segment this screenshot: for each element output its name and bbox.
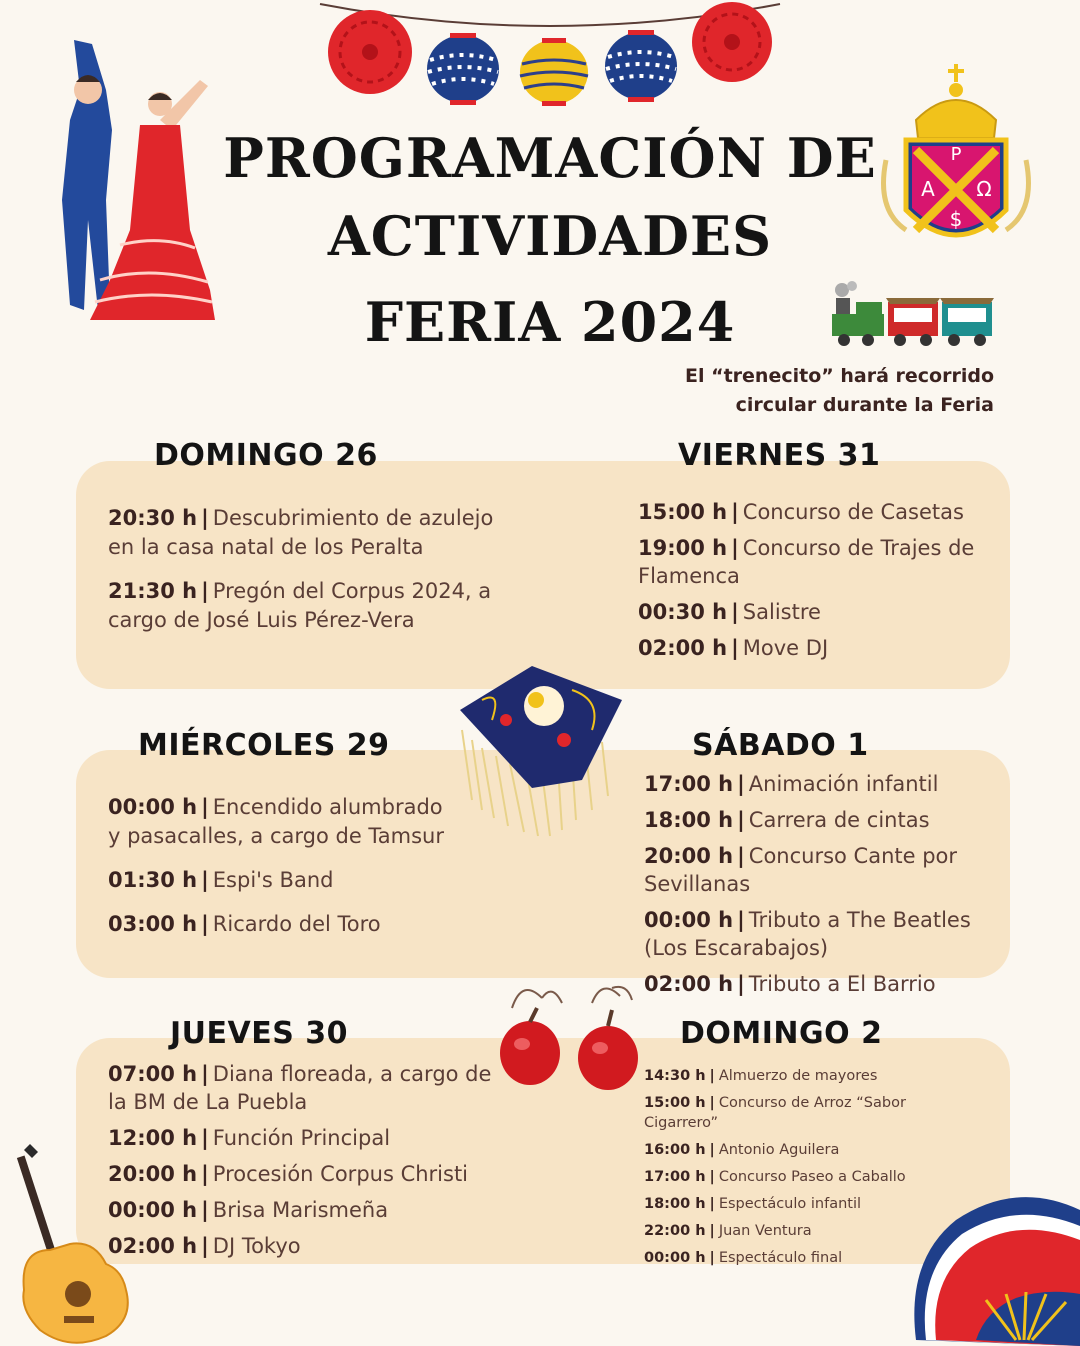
event-list-domingo-2 [644, 1066, 984, 1275]
list-item: 21:30 h | Pregón del Corpus 2024, a cargo de José Luis Pérez-Vera [108, 579, 492, 632]
list-item: 22:00 h | Juan Ventura [644, 1223, 812, 1239]
event-time: 00:00 h [108, 1198, 198, 1222]
event-description: Encendido alumbrado y pasacalles, a cargo de Tamsur [108, 795, 444, 848]
event-description: Move DJ [742, 636, 829, 660]
list-item: 00:00 h | Tributo a The Beatles (Los Escarabajos) [644, 908, 971, 960]
crest-emblem-icon [876, 60, 1036, 265]
event-time: 02:00 h [108, 1234, 198, 1258]
list-item: 17:00 h | Concurso Paseo a Caballo [644, 1169, 906, 1185]
event-description: Concurso Paseo a Caballo [718, 1169, 906, 1185]
blue-lantern-left-icon [427, 33, 499, 105]
event-time: 00:00 h [644, 908, 734, 932]
event-time: 15:00 h [644, 1095, 706, 1111]
train-note [685, 362, 994, 420]
paper-lantern-garland [300, 0, 800, 110]
event-list-domingo-26 [108, 504, 508, 650]
list-item: 02:00 h | DJ Tokyo [108, 1234, 301, 1258]
list-item: 20:00 h | Concurso Cante por Sevillanas [644, 844, 958, 896]
red-fan-left-icon [328, 10, 412, 94]
event-description: Procesión Corpus Christi [212, 1162, 469, 1186]
castanets-icon [492, 978, 642, 1094]
event-description: Salistre [742, 600, 821, 624]
event-description: Concurso de Casetas [742, 500, 964, 524]
event-time: 17:00 h [644, 772, 734, 796]
train-note-line-2: circular durante la Feria [735, 394, 994, 416]
event-time: 20:00 h [644, 844, 734, 868]
page-title-line-3: FERIA 2024 [364, 290, 736, 354]
event-time: 00:30 h [638, 600, 728, 624]
list-item: 00:00 h | Encendido alumbrado y pasacalles, a cargo de Tamsur [108, 795, 444, 848]
event-time: 18:00 h [644, 808, 734, 832]
list-item: 14:30 h | Almuerzo de mayores [644, 1068, 878, 1084]
list-item: 20:00 h | Procesión Corpus Christi [108, 1162, 469, 1186]
event-description: Función Principal [212, 1126, 391, 1150]
day-heading-miercoles-29: MIÉRCOLES 29 [138, 728, 390, 763]
event-time: 15:00 h [638, 500, 728, 524]
list-item: 18:00 h | Carrera de cintas [644, 808, 930, 832]
event-time: 01:30 h [108, 868, 198, 892]
manton-shawl-icon [452, 660, 632, 840]
event-time: 02:00 h [644, 972, 734, 996]
event-time: 20:00 h [108, 1162, 198, 1186]
event-description: Espectáculo final [718, 1250, 843, 1266]
event-description: Brisa Marismeña [212, 1198, 389, 1222]
page-title-line-1: PROGRAMACIÓN DE [223, 126, 877, 190]
event-description: Ricardo del Toro [212, 912, 381, 936]
event-time: 12:00 h [108, 1126, 198, 1150]
crest-letter-p: P [950, 144, 962, 165]
event-time: 22:00 h [644, 1223, 706, 1239]
event-time: 16:00 h [644, 1142, 706, 1158]
list-item: 07:00 h | Diana floreada, a cargo de la BM de La Puebla [108, 1062, 492, 1114]
day-heading-domingo-2: DOMINGO 2 [680, 1016, 883, 1051]
list-item: 12:00 h | Función Principal [108, 1126, 391, 1150]
event-time: 18:00 h [644, 1196, 706, 1212]
day-heading-viernes-31: VIERNES 31 [678, 438, 881, 473]
event-description: Almuerzo de mayores [718, 1068, 878, 1084]
day-heading-jueves-30: JUEVES 30 [170, 1016, 349, 1051]
event-time: 19:00 h [638, 536, 728, 560]
event-description: Tributo a El Barrio [748, 972, 936, 996]
event-description: Descubrimiento de azulejo en la casa natal de los Peralta [108, 506, 494, 559]
event-time: 00:00 h [644, 1250, 706, 1266]
train-note-line-1: El “trenecito” hará recorrido [685, 365, 994, 387]
list-item: 19:00 h | Concurso de Trajes de Flamenca [638, 536, 975, 588]
list-item: 02:00 h | Move DJ [638, 636, 829, 660]
crest-letter-s: $ [949, 207, 963, 231]
event-time: 00:00 h [108, 795, 198, 819]
event-time: 20:30 h [108, 506, 198, 530]
day-heading-domingo-26: DOMINGO 26 [154, 438, 378, 473]
event-time: 07:00 h [108, 1062, 198, 1086]
event-time: 17:00 h [644, 1169, 706, 1185]
red-fan-right-icon [692, 2, 772, 82]
event-list-jueves-30 [108, 1060, 498, 1268]
event-description: Concurso de Trajes de Flamenca [638, 536, 975, 588]
list-item: 15:00 h | Concurso de Casetas [638, 500, 964, 524]
list-item: 01:30 h | Espi's Band [108, 868, 334, 892]
page-title-line-2: ACTIVIDADES [327, 204, 773, 268]
list-item: 00:30 h | Salistre [638, 600, 821, 624]
event-description: Concurso de Arroz “Sabor Cigarrero” [644, 1095, 906, 1131]
event-description: Tributo a The Beatles (Los Escarabajos) [644, 908, 971, 960]
event-time: 02:00 h [638, 636, 728, 660]
yellow-lantern-icon [520, 38, 588, 106]
list-item: 17:00 h | Animación infantil [644, 772, 939, 796]
event-description: DJ Tokyo [212, 1234, 301, 1258]
event-list-miercoles-29 [108, 793, 448, 954]
event-description: Espi's Band [212, 868, 334, 892]
event-list-viernes-31 [638, 498, 978, 670]
event-time: 14:30 h [644, 1068, 706, 1084]
event-description: Animación infantil [748, 772, 939, 796]
event-description: Pregón del Corpus 2024, a cargo de José Luis Pérez-Vera [108, 579, 492, 632]
event-description: Carrera de cintas [748, 808, 930, 832]
list-item: 02:00 h | Tributo a El Barrio [644, 972, 936, 996]
crest-letter-omega: Ω [976, 177, 992, 201]
blue-lantern-right-icon [605, 30, 677, 102]
event-description: Diana floreada, a cargo de la BM de La Puebla [108, 1062, 492, 1114]
event-description: Concurso Cante por Sevillanas [644, 844, 958, 896]
event-list-sabado-1 [644, 770, 1004, 1006]
crest-letter-alpha: A [921, 177, 935, 201]
list-item: 16:00 h | Antonio Aguilera [644, 1142, 840, 1158]
event-description: Juan Ventura [718, 1223, 812, 1239]
day-heading-sabado-1: SÁBADO 1 [692, 728, 869, 763]
list-item: 18:00 h | Espectáculo infantil [644, 1196, 862, 1212]
list-item: 20:30 h | Descubrimiento de azulejo en la casa natal de los Peralta [108, 506, 494, 559]
list-item: 15:00 h | Concurso de Arroz “Sabor Cigarrero” [644, 1095, 906, 1131]
event-description: Espectáculo infantil [718, 1196, 862, 1212]
flamenco-dancers-icon [40, 30, 230, 330]
list-item: 00:00 h | Espectáculo final [644, 1250, 843, 1266]
list-item: 00:00 h | Brisa Marismeña [108, 1198, 389, 1222]
event-description: Antonio Aguilera [718, 1142, 840, 1158]
list-item: 03:00 h | Ricardo del Toro [108, 912, 381, 936]
event-time: 03:00 h [108, 912, 198, 936]
event-time: 21:30 h [108, 579, 198, 603]
